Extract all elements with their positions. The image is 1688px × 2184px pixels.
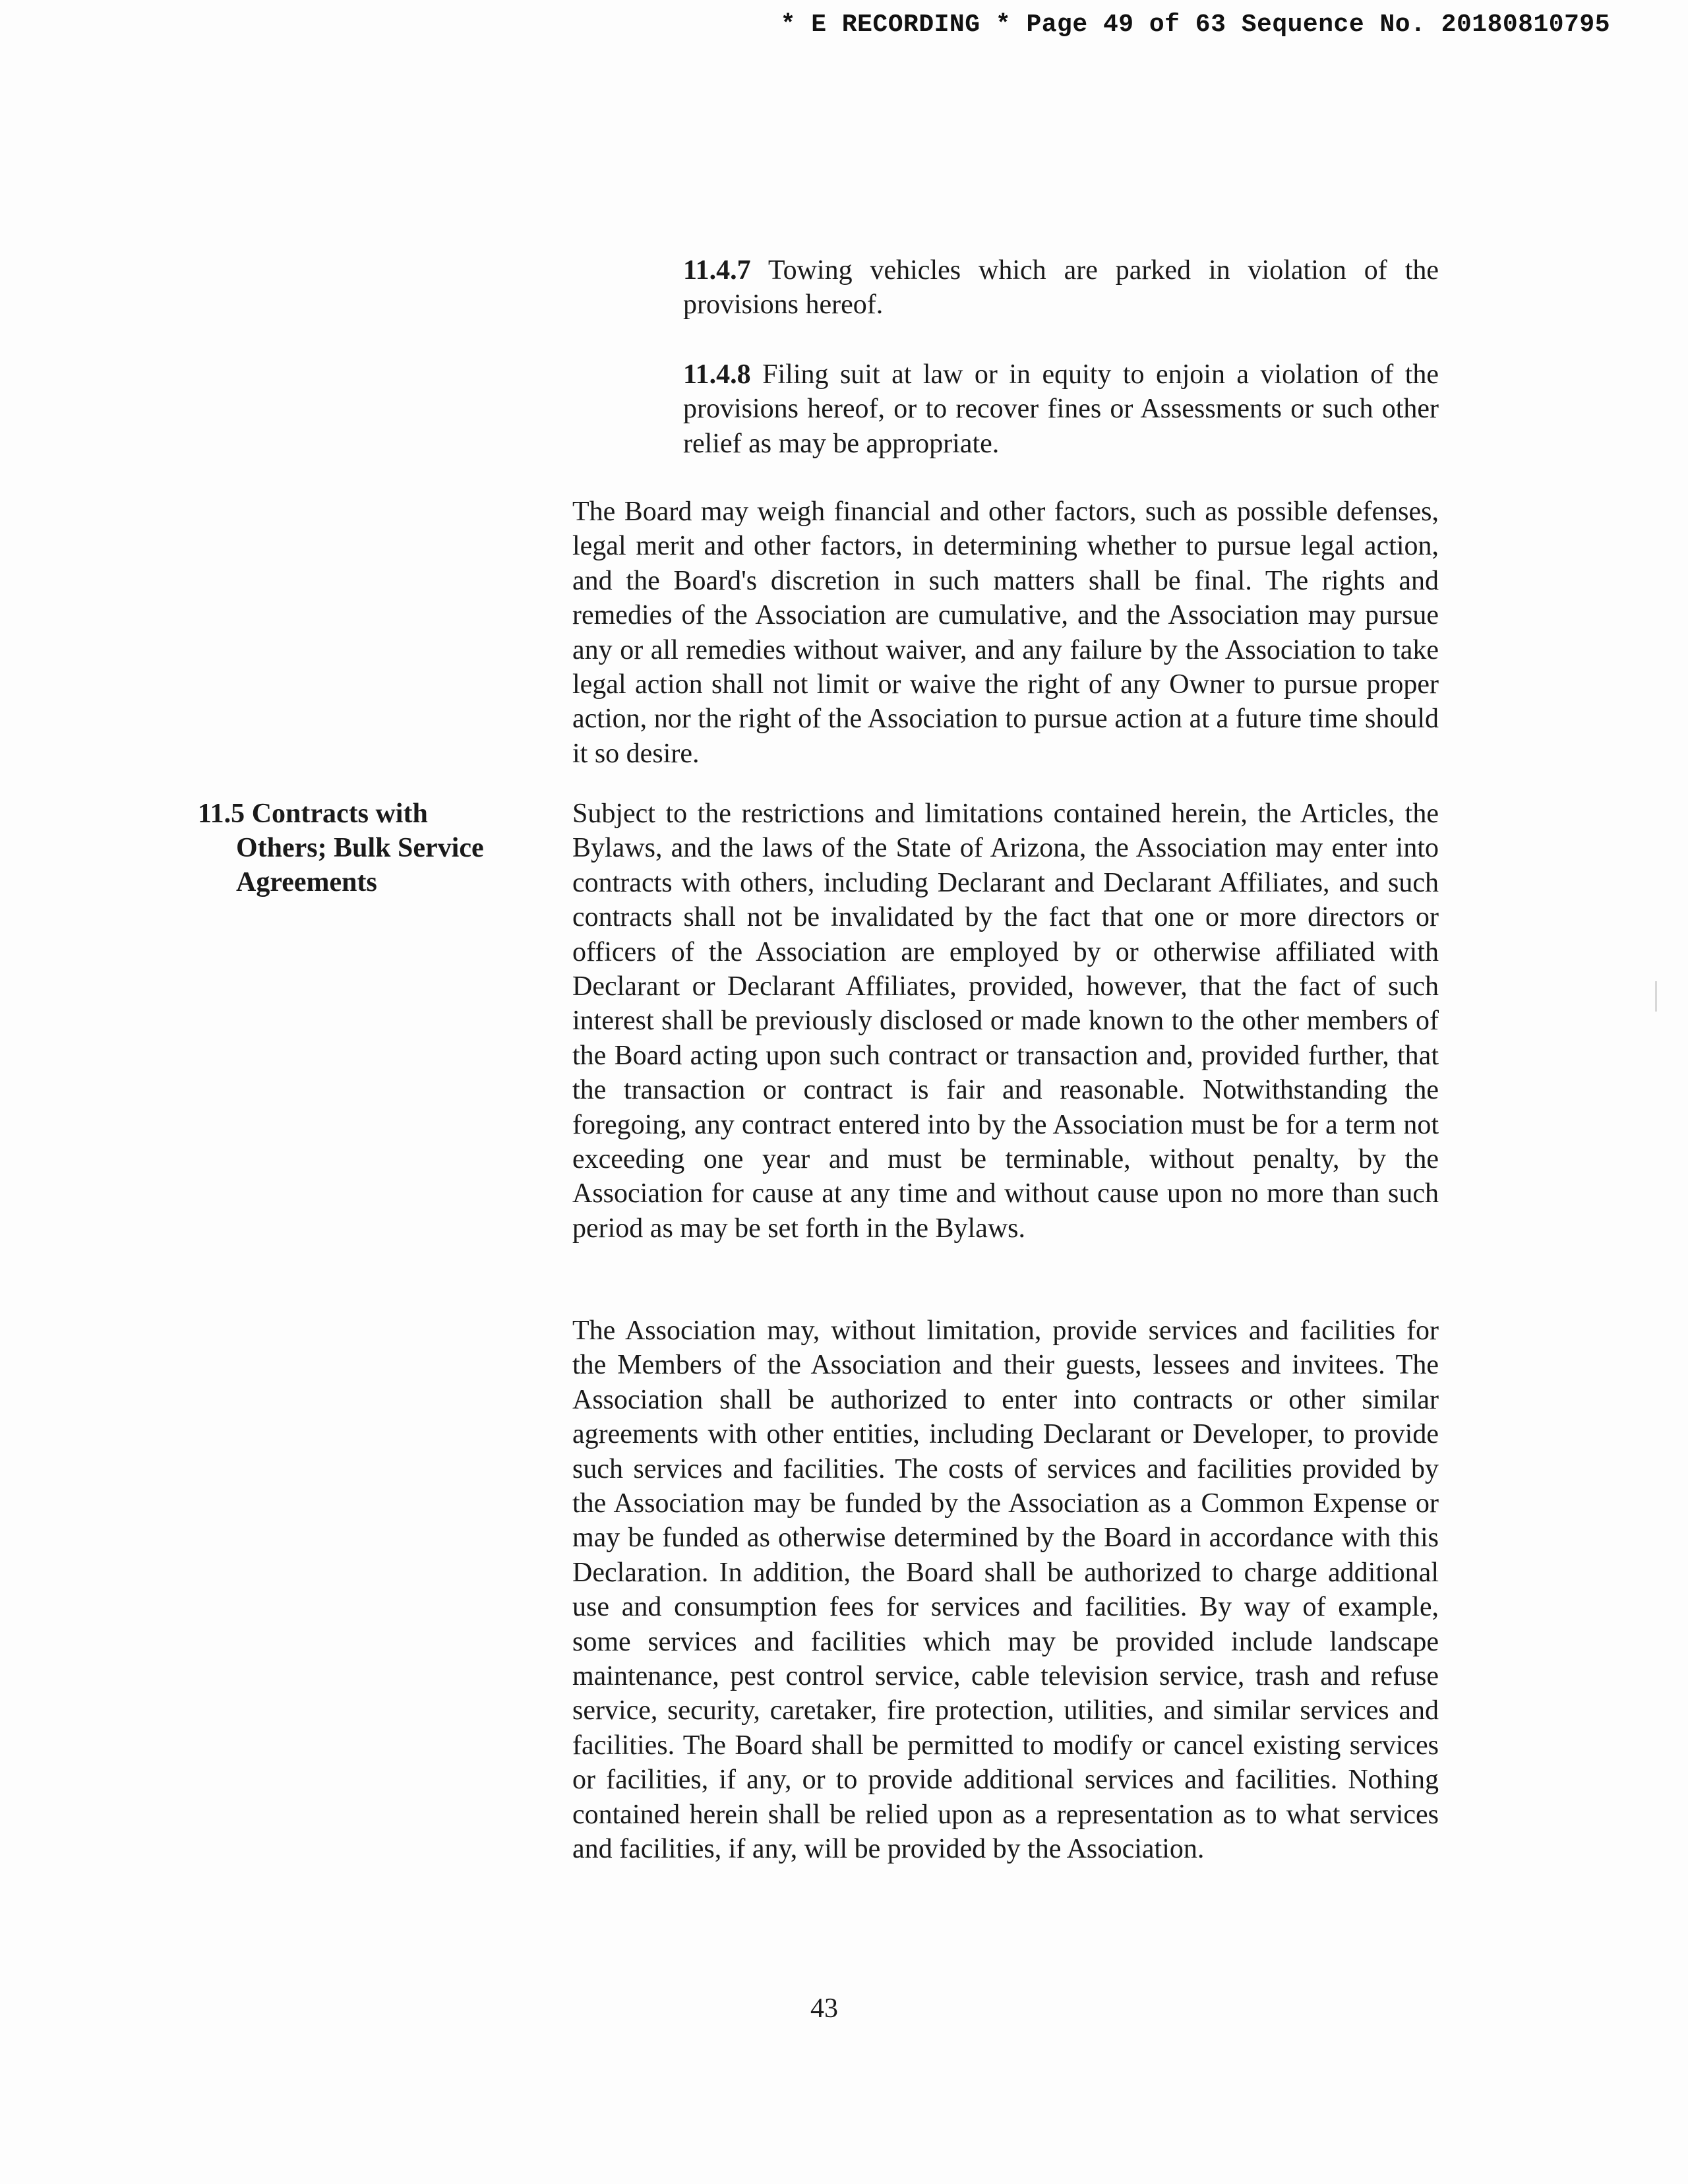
item-text: Towing vehicles which are parked in violation of the provisions hereof.	[683, 255, 1439, 320]
paragraph-services: The Association may, without limitation, provide services and facilities for the Members of the Association and their guests, lessees and invitees. The Association shall be authorized to enter into contracts or other similar agreements with other entities, including Declarant or Developer, to provide such services and facilities. The costs of services and facilities provided by the Association may be funded by the Association as a Common Expense or may be funded as otherwise determined by the Board in accordance with this Declaration. In addition, the Board shall be authorized to charge additional use and consumption fees for services and facilities. By way of example, some services and facilities which may be provided include landscape maintenance, pest control service, cable television service, trash and refuse service, security, caretaker, fire protection, utilities, and similar services and facilities. The Board shall be permitted to modify or cancel existing services or facilities, if any, or to provide additional services and facilities. Nothing contained herein shall be relied upon as a representation as to what services and facilities, if any, will be provided by the Association.	[572, 1316, 1439, 1865]
section-title-line-1: Contracts with	[251, 799, 428, 829]
section-title-line-2: Others; Bulk Service	[236, 833, 484, 863]
item-number: 11.4.8	[683, 359, 751, 390]
page-number: 43	[810, 1993, 838, 2024]
item-number: 11.4.7	[683, 255, 751, 286]
section-heading-11-5	[198, 797, 528, 899]
section-number: 11.5	[198, 799, 245, 829]
section-title-line-3: Agreements	[236, 867, 377, 897]
item-11-4-8	[683, 357, 1439, 461]
item-text: Filing suit at law or in equity to enjoin a violation of the provisions hereof, or to recover fines or Assessments or such other relief as may be appropriate.	[683, 359, 1439, 459]
scan-margin-mark	[1655, 981, 1657, 1012]
paragraph-board-discretion: The Board may weigh financial and other factors, such as possible defenses, legal merit and other factors, in determining whether to pursue legal action, and the Board's discretion in such matters shall be final. The rights and remedies of the Association are cumulative, and the Association may pursue any or all remedies without waiver, and any failure by the Association to take legal action shall not limit or waive the right of any Owner to pursue proper action, nor the right of the Association to pursue action at a future time should it so desire.	[572, 497, 1439, 769]
paragraph-contracts: Subject to the restrictions and limitations contained herein, the Articles, the Bylaws, and the laws of the State of Arizona, the Association may enter into contracts with others, including Declarant and Declarant Affiliates, and such contracts shall not be invalidated by the fact that one or more directors or officers of the Association are employed by or otherwise affiliated with Declarant or Declarant Affiliates, provided, however, that the fact of such interest shall be previously disclosed or made known to the other members of the Board acting upon such contract or transaction and, provided further, that the transaction or contract is fair and reasonable. Notwithstanding the foregoing, any contract entered into by the Association must be for a term not exceeding one year and must be terminable, without penalty, by the Association for cause at any time and without cause upon no more than such period as may be set forth in the Bylaws.	[572, 799, 1439, 1244]
recording-header: * E RECORDING * Page 49 of 63 Sequence No. 20180810795	[780, 11, 1610, 39]
item-11-4-7	[683, 253, 1439, 322]
